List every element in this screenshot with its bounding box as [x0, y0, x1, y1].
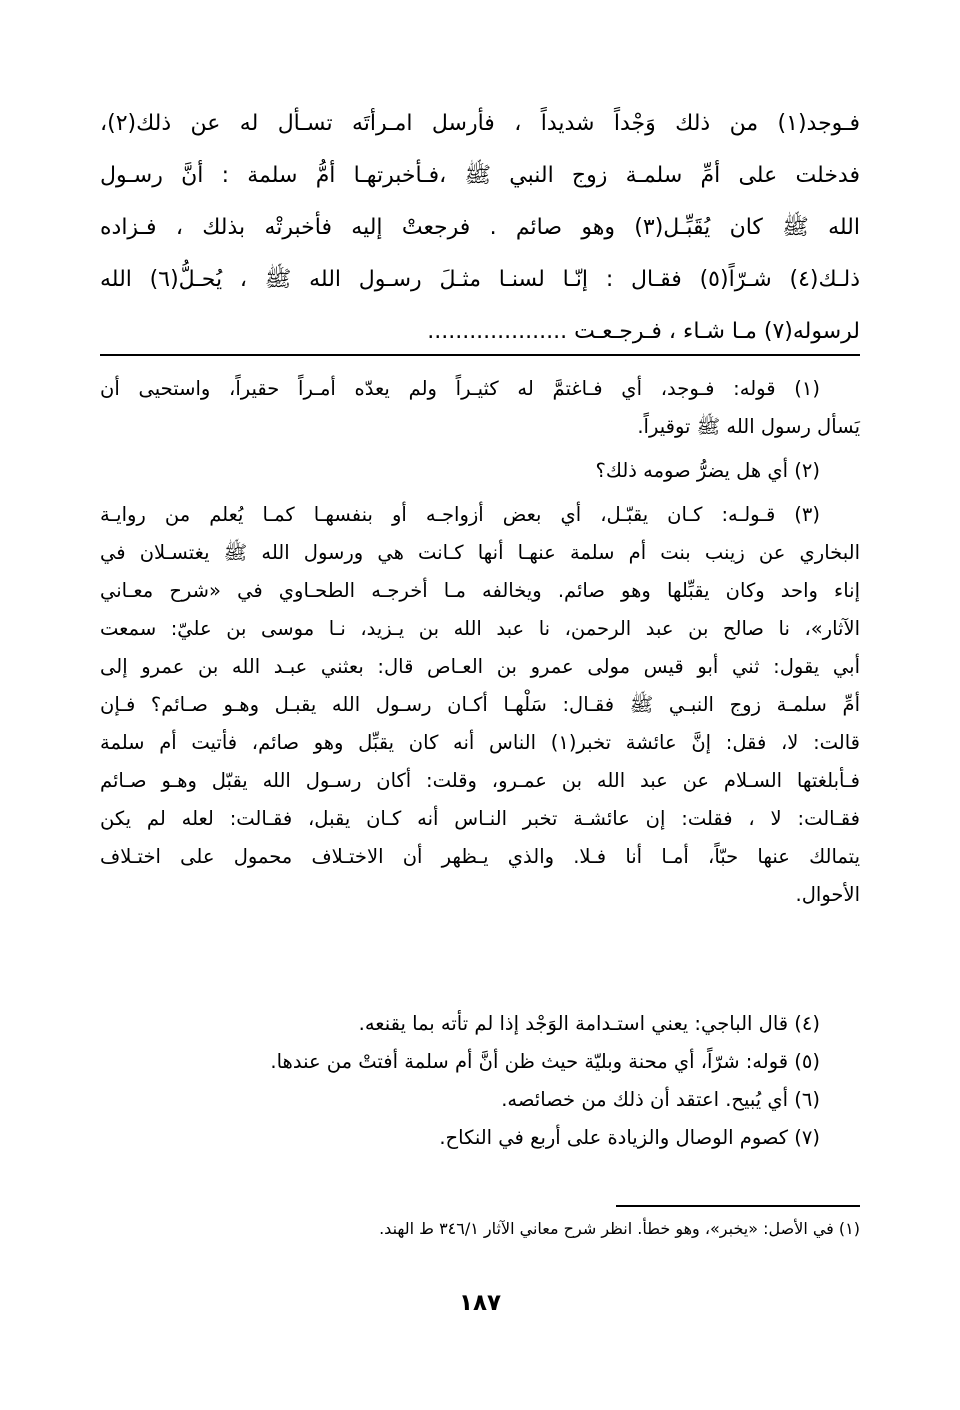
footnote-line: قالت: لا، فقل: إنَّ عائشة تخبر(١) الناس أنه كان يقبِّل وهو صائم، فأتيت أم سلمة [100, 731, 860, 754]
footnote-2 [100, 452, 860, 490]
footnote-line: (٢) أي هل يضرُّ صومه ذلك؟ [595, 459, 820, 482]
main-text-line: فدخلت على أمِّ سلمـة زوج النبي ﷺ ،فـأخبرتهـا أمُّ سلمة : أنَّ رسـول [100, 163, 860, 188]
footnote-line: الأحوال. [795, 883, 860, 906]
footnote-6: (٦) أي يُبيح. اعتقد أن ذلك من خصائصه. [501, 1088, 820, 1111]
main-text-line: فـوجد(١) من ذلك وَجْداً شديداً ، فأرسل امـرأتَه تسـأل له عن ذلك(٢)، [100, 111, 860, 136]
main-text-line: الله ﷺ كان يُقَبِّـل(٣) وهو صائم . فرجعتْ إليه فأخبرتْه بذلك ، فـزاده [100, 215, 860, 240]
editor-note: (١) في الأصل: «يخبر»، وهو خطأ. انظر شرح معاني الآثار ٣٤٦/١ ط الهند. [379, 1219, 860, 1238]
footnote-line: يتمالك عنها حبّاً، أمـا أنا فـلا. والذي يـظهر أن الاختـلاف محمول على اختـلاف [100, 845, 860, 868]
footnote-3 [100, 496, 860, 914]
footnote-line: (١) قوله: فـوجد، أي فـاغتمَّ له كثيـراً ولم يعدّه أمـراً حقيراً، واستحيى أن [100, 377, 820, 400]
page-number: ١٨٧ [458, 1290, 502, 1316]
footnote-line: فـأبلغتها السـلام عن عبد الله بن عمـرو، وقلت: أكان رسـول الله يقبّل وهـو صـائم [100, 769, 860, 792]
footnote-line: أبي يقول: ثني أبو قيس مولى عمرو بن العـاص قال: بعثني عبـد الله بن عمرو إلى [100, 655, 860, 678]
footnote-7: (٧) كصوم الوصال والزيادة على أربع في النكاح. [439, 1126, 820, 1149]
footnote-4: (٤) قال الباجي: يعني استـدامة الوَجْد إذا لم تأته بما يقنعه. [358, 1012, 820, 1035]
main-text-line [100, 306, 860, 358]
footnote-line: (٣) قـولـه: كـان يقبّـل، أي بعض أزواجـه أو بنفسهـا كمـا يُعلم من روايـة [100, 503, 820, 526]
main-text-last-words: لرسوله(٧) مـا شـاء ، فـرجـعـت [574, 319, 860, 344]
footnote-line: البخاري عن زينب بنت أم سلمة عنهـا أنها كـانت هي ورسول الله ﷺ يغتسـلان في [100, 541, 860, 564]
main-text-line: ذلـك(٤) شـرّاً(٥) فقـال : إنّـا لسنـا مثـلَ رسـول الله ﷺ ، يُحـلُّ(٦) الله [100, 267, 860, 292]
main-text [100, 98, 860, 358]
footnote-5: (٥) قوله: شرّاً، أي محنة وبليّة حيث ظن أنَّ أم سلمة أفتتْ من عندها. [270, 1050, 820, 1073]
footnotes [100, 370, 860, 914]
footnote-line: فقـالت: لا ، فقلت: إن عائشـة تخبر النـاس أنه كـان يقبل، فقـالت: لعله لم يكن [100, 807, 860, 830]
footnote-line: إناء واحد وكان يقبِّلها وهو صائم. ويخالفه مـا أخرجـه الطحـاوي في «شرح معـاني [100, 579, 860, 602]
footnote-line: الآثار»، نا صالح بن عبد الرحمن، نا عبد الله بن يـزيد، نـا موسى بن عليّ: سمعت [100, 617, 860, 640]
main-text-separator [100, 354, 860, 356]
short-footnotes [100, 1005, 860, 1157]
footnote-line: يَسأل رسول الله ﷺ توقيراً. [637, 415, 860, 438]
sub-note-separator [616, 1205, 860, 1207]
continuation-dots: .................... [427, 319, 568, 344]
footnote-line: أمِّ سلمـة زوج النبـي ﷺ فقـال: سَلْهـا أكـان رسـول الله يقبـل وهـو صـائم؟ فـإن [100, 693, 860, 716]
footnote-1 [100, 370, 860, 446]
